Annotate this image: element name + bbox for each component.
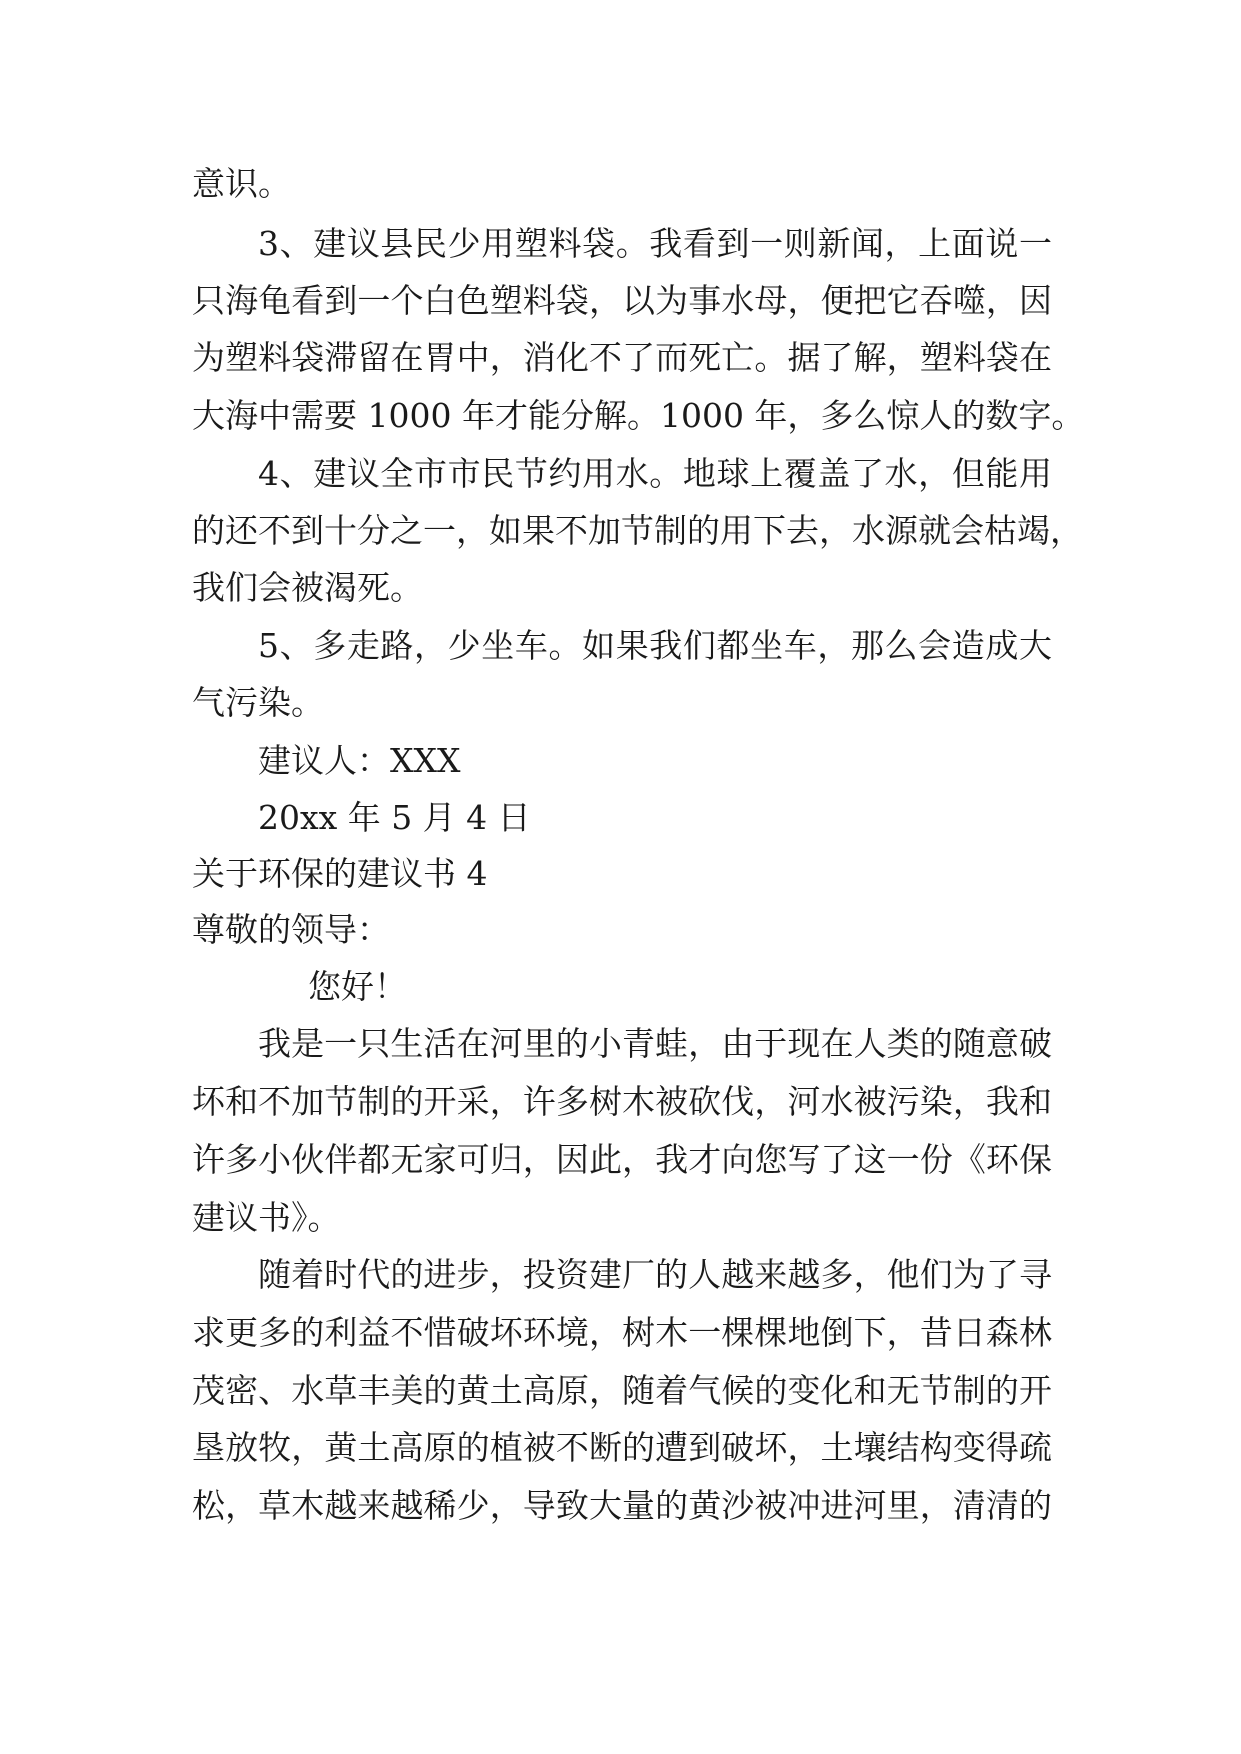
text-line: 意识。 [192,164,291,203]
paragraph-line: 建议书》。 [192,1198,341,1237]
paragraph-line: 为塑料袋滞留在胃中，消化不了而死亡。据了解，塑料袋在 [192,338,1052,377]
paragraph-line: 随着时代的进步，投资建厂的人越来越多，他们为了寻 [258,1255,1052,1294]
paragraph-line: 只海龟看到一个白色塑料袋，以为事水母，便把它吞噬，因 [192,281,1052,320]
paragraph-line: 5、多走路，少坐车。如果我们都坐车，那么会造成大 [258,626,1052,665]
paragraph-line: 的还不到十分之一，如果不加节制的用下去，水源就会枯竭， [192,511,1083,550]
paragraph-line: 4、建议全市市民节约用水。地球上覆盖了水，但能用 [258,454,1052,493]
paragraph-line: 气污染。 [192,683,324,722]
paragraph-line: 我是一只生活在河里的小青蛙，由于现在人类的随意破 [258,1024,1052,1063]
paragraph-line: 坏和不加节制的开采，许多树木被砍伐，河水被污染，我和 [192,1082,1052,1121]
paragraph-line: 茂密、水草丰美的黄土高原，随着气候的变化和无节制的开 [192,1371,1052,1410]
paragraph-line: 许多小伙伴都无家可归，因此，我才向您写了这一份《环保 [192,1140,1052,1179]
greeting: 您好！ [308,967,407,1006]
paragraph-line: 垦放牧，黄土高原的植被不断的遭到破坏，土壤结构变得疏 [192,1428,1052,1467]
paragraph-line: 大海中需要 1000 年才能分解。1000 年，多么惊人的数字。 [192,396,1085,435]
date-line: 20xx 年 5 月 4 日 [258,798,531,837]
paragraph-line: 松，草木越来越稀少，导致大量的黄沙被冲进河里，清清的 [192,1486,1052,1525]
section-title: 关于环保的建议书 4 [192,854,488,893]
signer-line: 建议人：XXX [258,741,461,780]
paragraph-line: 3、建议县民少用塑料袋。我看到一则新闻，上面说一 [258,224,1052,263]
salutation: 尊敬的领导： [192,910,390,949]
paragraph-line: 求更多的利益不惜破坏环境，树木一棵棵地倒下，昔日森林 [192,1313,1052,1352]
paragraph-line: 我们会被渴死。 [192,568,423,607]
